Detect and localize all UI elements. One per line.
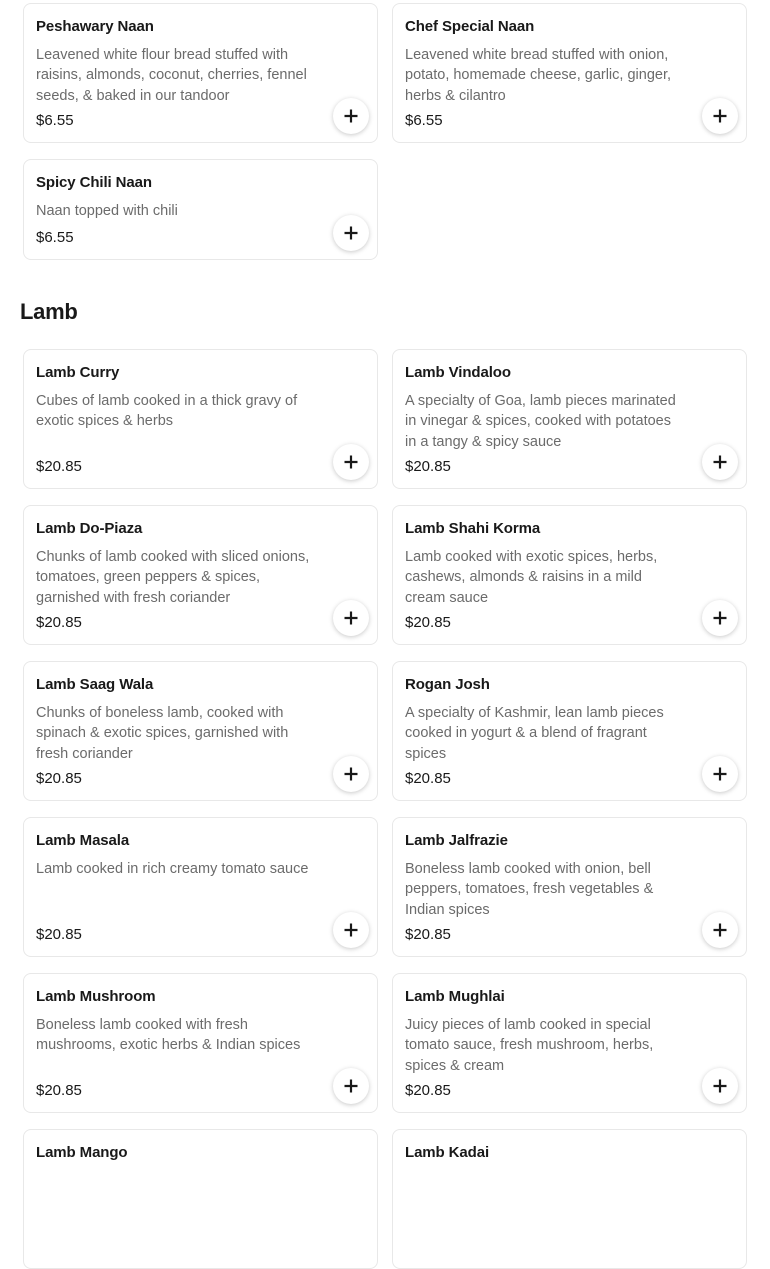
plus-icon [343,454,359,470]
naan-items-grid [23,3,747,260]
item-description: A specialty of Goa, lamb pieces marinated in vinegar & spices, cooked with potatoes in a tangy & spicy sauce [405,393,676,450]
add-item-button[interactable] [702,444,738,480]
item-price: $20.85 [405,770,451,787]
menu-item-card[interactable] [392,973,747,1113]
add-item-button[interactable] [702,1068,738,1104]
item-price: $6.55 [405,112,443,129]
add-item-button[interactable] [333,600,369,636]
menu-item-card[interactable] [23,817,378,957]
plus-icon [343,225,359,241]
item-description: Leavened white flour bread stuffed with raisins, almonds, coconut, cherries, fennel seeds, & baked in our tandoor [36,47,307,104]
menu-item-card[interactable] [392,349,747,489]
add-item-button[interactable] [333,215,369,251]
plus-icon [343,610,359,626]
menu-item-card[interactable] [392,1129,747,1269]
item-name: Lamb Kadai [405,1144,490,1161]
item-name: Spicy Chili Naan [36,174,152,191]
plus-icon [712,1078,728,1094]
item-description: Chunks of boneless lamb, cooked with spinach & exotic spices, garnished with fresh coriander [36,705,289,762]
add-item-button[interactable] [333,98,369,134]
add-item-button[interactable] [333,756,369,792]
plus-icon [343,766,359,782]
section-title-lamb: Lamb [20,299,78,324]
item-price: $20.85 [36,770,82,787]
plus-icon [343,1078,359,1094]
add-item-button[interactable] [702,756,738,792]
item-description: Juicy pieces of lamb cooked in special tomato sauce, fresh mushroom, herbs, spices & cream [405,1017,654,1074]
item-name: Chef Special Naan [405,18,535,35]
plus-icon [712,922,728,938]
item-description: Cubes of lamb cooked in a thick gravy of exotic spices & herbs [36,393,298,430]
item-name: Lamb Curry [36,364,120,381]
item-price: $20.85 [405,1082,451,1099]
item-description: Chunks of lamb cooked with sliced onions, tomatoes, green peppers & spices, garnished with fresh coriander [36,549,310,606]
item-name: Lamb Mango [36,1144,128,1161]
item-price: $20.85 [36,614,82,631]
item-name: Lamb Vindaloo [405,364,511,381]
menu-item-card[interactable] [392,505,747,645]
item-description: Lamb cooked with exotic spices, herbs, cashews, almonds & raisins in a mild cream sauce [405,549,658,606]
menu-item-card[interactable] [392,661,747,801]
menu-item-card[interactable] [392,3,747,143]
item-name: Lamb Jalfrazie [405,832,508,849]
item-name: Lamb Shahi Korma [405,520,541,537]
add-item-button[interactable] [702,98,738,134]
add-item-button[interactable] [333,1068,369,1104]
item-name: Peshawary Naan [36,18,154,35]
plus-icon [712,454,728,470]
menu-item-card[interactable] [23,505,378,645]
plus-icon [712,766,728,782]
item-description: Naan topped with chili [36,203,178,219]
item-price: $20.85 [405,458,451,475]
menu-item-card[interactable] [23,661,378,801]
item-price: $20.85 [405,926,451,943]
item-description: Leavened white bread stuffed with onion, potato, homemade cheese, garlic, ginger, herbs & cilantro [405,47,671,104]
item-name: Lamb Do-Piaza [36,520,143,537]
item-price: $20.85 [36,926,82,943]
add-item-button[interactable] [333,444,369,480]
menu-item-card[interactable] [23,1129,378,1269]
item-price: $20.85 [36,458,82,475]
item-name: Lamb Mushroom [36,988,156,1005]
plus-icon [343,108,359,124]
item-price: $6.55 [36,112,74,129]
menu-item-card[interactable] [23,159,378,260]
add-item-button[interactable] [333,912,369,948]
item-price: $20.85 [36,1082,82,1099]
item-description: A specialty of Kashmir, lean lamb pieces cooked in yogurt & a blend of fragrant spices [405,705,664,762]
plus-icon [712,108,728,124]
menu-item-card[interactable] [392,817,747,957]
menu-item-card[interactable] [23,973,378,1113]
item-name: Rogan Josh [405,676,490,693]
add-item-button[interactable] [702,912,738,948]
plus-icon [343,922,359,938]
item-name: Lamb Mughlai [405,988,505,1005]
item-description: Boneless lamb cooked with fresh mushrooms, exotic herbs & Indian spices [36,1017,301,1054]
item-price: $20.85 [405,614,451,631]
menu-item-card[interactable] [23,349,378,489]
menu-item-card[interactable] [23,3,378,143]
item-price: $6.55 [36,229,74,246]
item-description: Boneless lamb cooked with onion, bell peppers, tomatoes, fresh vegetables & Indian spices [405,861,654,918]
add-item-button[interactable] [702,600,738,636]
lamb-items-grid [23,349,747,1269]
item-description: Lamb cooked in rich creamy tomato sauce [36,861,309,877]
item-name: Lamb Saag Wala [36,676,154,693]
plus-icon [712,610,728,626]
item-name: Lamb Masala [36,832,130,849]
